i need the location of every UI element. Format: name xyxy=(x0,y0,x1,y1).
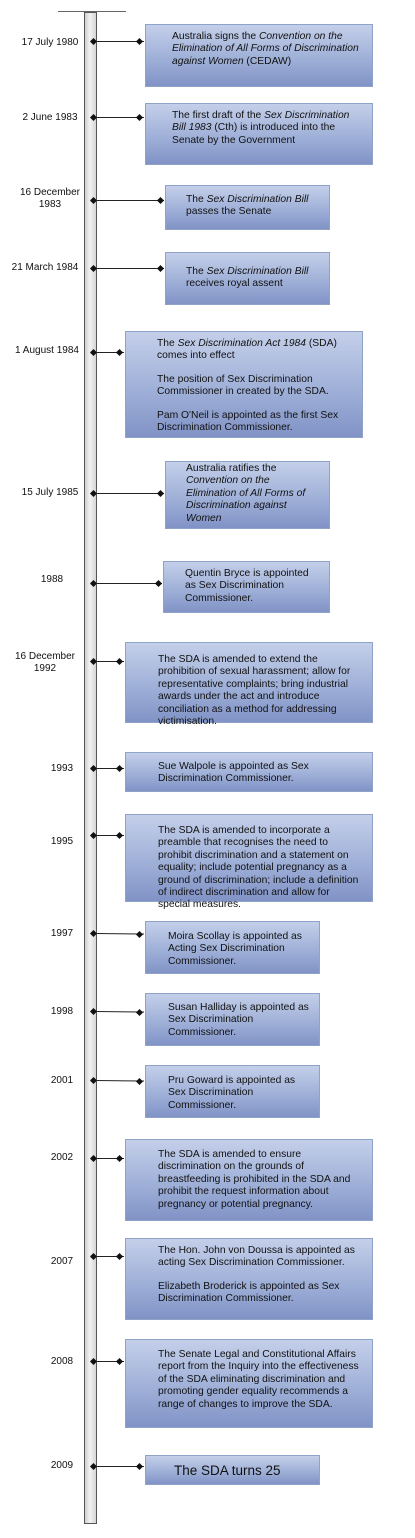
event-box xyxy=(145,993,320,1046)
event-text: The first draft of the xyxy=(172,110,265,121)
event-text: The SDA is amended to incorporate a preamble that recognises the need to prohibit discrimination and a statement on equality; include potential pregnancy as a ground of discrimination; include a definition of indirect discrimination and allow for special measures. xyxy=(158,825,359,911)
event-text: Pru Goward is appointed as Sex Discrimination Commissioner. xyxy=(168,1075,296,1111)
event-date: 2002 xyxy=(50,1152,74,1163)
event-description xyxy=(172,31,362,68)
event-text: The Senate Legal and Constitutional Affairs report from the Inquiry into the effectiveness of the SDA eliminating discrimination and promoting gender equality recommends a range of changes to improve the SDA. xyxy=(158,1349,359,1410)
event-description xyxy=(168,1002,309,1039)
event-box xyxy=(125,1238,373,1320)
event-description xyxy=(158,1245,362,1270)
connector-marker xyxy=(157,265,164,272)
connector-marker xyxy=(136,1463,143,1470)
connector-marker xyxy=(136,931,143,938)
event-text: Australia ratifies the xyxy=(186,463,277,474)
event-description xyxy=(172,110,362,147)
event-text: Susan Halliday is appointed as Sex Discrimination Commissioner. xyxy=(168,1002,309,1038)
event-box xyxy=(125,331,363,438)
event-text: The xyxy=(186,194,207,205)
connector-marker xyxy=(116,832,123,839)
event-description xyxy=(168,931,309,968)
event-box xyxy=(145,921,320,974)
event-text: Moira Scollay is appointed as Acting Sex Discrimination Commissioner. xyxy=(168,931,302,967)
event-box xyxy=(145,103,373,165)
event-date: 16 December 1992 xyxy=(14,651,76,674)
connector-marker xyxy=(116,1155,123,1162)
event-text: (SDA) comes into effect xyxy=(157,338,337,362)
event-box xyxy=(125,642,373,728)
event-text-italic: Sex Discrimination Bill xyxy=(206,194,309,205)
event-box xyxy=(163,561,330,613)
event-date: 1998 xyxy=(50,1006,74,1017)
connector-marker xyxy=(136,1078,143,1085)
event-date: 1995 xyxy=(50,836,74,847)
event-description xyxy=(158,1281,362,1306)
connector-marker xyxy=(136,114,143,121)
event-description xyxy=(174,1463,309,1479)
event-box xyxy=(165,252,330,305)
event-text-italic: Convention on the Elimination of All Forms of Discrimination against Women xyxy=(172,31,359,67)
event-description xyxy=(158,825,362,912)
event-description xyxy=(157,374,352,399)
event-description xyxy=(186,463,319,525)
event-date: 2008 xyxy=(50,1356,74,1367)
event-text: (Cth) is introduced into the Senate by the Government xyxy=(172,122,336,146)
connector-line xyxy=(96,493,164,494)
event-box xyxy=(125,814,373,911)
event-date: 21 March 1984 xyxy=(11,262,79,273)
event-date: 1997 xyxy=(50,928,74,939)
connector-marker xyxy=(116,658,123,665)
event-text-italic: Convention on the Elimination of All Forms of Discrimination against Women xyxy=(186,475,306,524)
connector-marker xyxy=(136,1009,143,1016)
connector-marker xyxy=(116,349,123,356)
event-text: Pam O'Neil is appointed as the first Sex Discrimination Commissioner. xyxy=(157,409,339,434)
connector-marker xyxy=(157,490,164,497)
event-box xyxy=(145,24,373,87)
event-text-italic: Sex Discrimination Bill 1983 xyxy=(172,110,350,134)
event-text: Sue Walpole is appointed as Sex Discrimination Commissioner. xyxy=(158,761,309,785)
event-date: 2007 xyxy=(50,1256,74,1267)
event-text: The position of Sex Discrimination Commissioner in created by the SDA. xyxy=(157,373,329,398)
connector-marker xyxy=(136,38,143,45)
event-box xyxy=(125,1339,373,1428)
connector-line xyxy=(96,200,164,201)
event-box xyxy=(165,461,330,529)
connector-marker xyxy=(116,1253,123,1260)
connector-marker xyxy=(116,765,123,772)
event-date: 2001 xyxy=(50,1075,74,1086)
event-box xyxy=(145,1455,320,1485)
event-description xyxy=(168,1075,309,1112)
connector-marker xyxy=(155,580,162,587)
event-box xyxy=(125,752,373,792)
event-text: Quentin Bryce is appointed as Sex Discrimination Commissioner. xyxy=(185,568,309,604)
event-text-italic: Sex Discrimination Bill xyxy=(206,266,309,277)
event-box xyxy=(145,1065,320,1118)
event-date: 17 July 1980 xyxy=(21,37,79,48)
event-box xyxy=(125,1139,373,1221)
event-description xyxy=(186,266,319,291)
event-text: The SDA is amended to ensure discrimination on the grounds of breastfeeding is prohibited in the SDA and prohibit the request information about pregnancy or potential pregnancy. xyxy=(158,1149,351,1210)
event-text: Australia signs the xyxy=(172,31,259,42)
event-box xyxy=(165,185,330,230)
event-date: 2 June 1983 xyxy=(22,112,78,123)
event-text: receives royal assent xyxy=(186,278,283,290)
event-text-italic: Sex Discrimination Act 1984 xyxy=(177,338,306,349)
event-text: passes the Senate xyxy=(186,206,272,218)
event-description xyxy=(185,568,319,605)
connector-marker xyxy=(116,1358,123,1365)
event-date: 1 August 1984 xyxy=(15,345,79,356)
event-date: 1988 xyxy=(40,574,64,585)
event-date: 16 December 1983 xyxy=(19,187,81,210)
event-description xyxy=(158,1149,362,1211)
event-description xyxy=(186,194,319,219)
event-description xyxy=(158,761,362,786)
event-text: Elizabeth Broderick is appointed as Sex Discrimination Commissioner. xyxy=(158,1280,340,1305)
event-description xyxy=(157,410,352,435)
event-date: 2009 xyxy=(50,1460,74,1471)
event-description xyxy=(158,1349,362,1411)
event-text: The SDA is amended to extend the prohibition of sexual harassment; allow for representative complaints; bring industrial awards under the act and introduce conciliation as a method for addressing victimisation. xyxy=(158,654,351,728)
connector-marker xyxy=(157,197,164,204)
event-text: The SDA turns 25 xyxy=(174,1463,281,1478)
event-date: 15 July 1985 xyxy=(21,487,79,498)
event-text: The xyxy=(186,266,207,277)
event-description xyxy=(158,654,362,728)
connector-line xyxy=(96,268,164,269)
event-date: 1993 xyxy=(50,763,74,774)
connector-line xyxy=(96,583,162,584)
event-text: The Hon. John von Doussa is appointed as acting Sex Discrimination Commissioner. xyxy=(158,1245,355,1269)
event-text: The xyxy=(157,338,178,349)
event-text: (CEDAW) xyxy=(243,55,292,67)
event-description xyxy=(157,338,352,363)
